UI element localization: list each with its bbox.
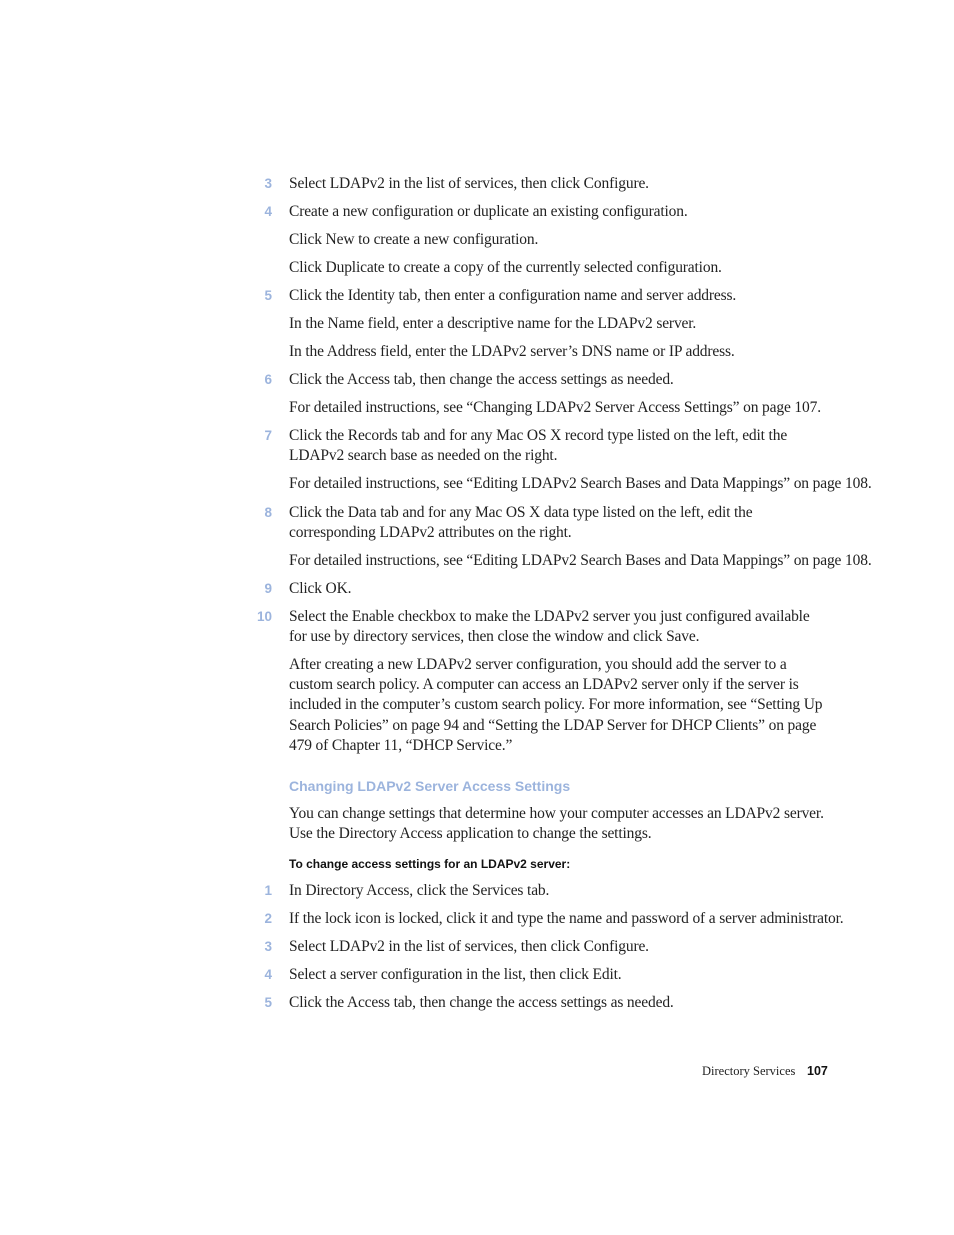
section-intro: You can change settings that determine how your computer accesses an LDAPv2 server. Use the Directory Access application to change the settings.	[289, 805, 824, 843]
step-text: In Directory Access, click the Services tab.	[289, 882, 550, 899]
step-text: Click the Data tab and for any Mac OS X data type listed on the left, edit the corresponding LDAPv2 attributes on the right.	[289, 504, 753, 542]
step-text: Select the Enable checkbox to make the LDAPv2 server you just configured available for use by directory services, then close the window and click Save.	[289, 608, 810, 646]
step-text: Select LDAPv2 in the list of services, then click Configure.	[289, 938, 649, 955]
step-number: 4	[264, 967, 272, 982]
step-number: 3	[264, 176, 272, 191]
step-text: Select a server configuration in the list, then click Edit.	[289, 966, 622, 983]
step-text: Click the Identity tab, then enter a configuration name and server address.	[289, 287, 737, 304]
step-note: Click New to create a new configuration.	[289, 231, 539, 248]
step-note: For detailed instructions, see “Editing LDAPv2 Search Bases and Data Mappings” on page 108.	[289, 552, 872, 569]
step-text: If the lock icon is locked, click it and type the name and password of a server administrator.	[289, 910, 844, 927]
step-note: For detailed instructions, see “Editing LDAPv2 Search Bases and Data Mappings” on page 108.	[289, 475, 872, 492]
step-text: Create a new configuration or duplicate an existing configuration.	[289, 203, 688, 220]
step-note: In the Name field, enter a descriptive name for the LDAPv2 server.	[289, 315, 697, 332]
step-number: 3	[264, 939, 272, 954]
step-text: Click the Access tab, then change the access settings as needed.	[289, 371, 674, 388]
procedure-title: To change access settings for an LDAPv2 server:	[289, 857, 571, 871]
step-number: 8	[264, 505, 272, 520]
step-note: In the Address field, enter the LDAPv2 server’s DNS name or IP address.	[289, 343, 735, 360]
page-number: 107	[807, 1064, 828, 1078]
step-number: 2	[264, 911, 272, 926]
step-text: Select LDAPv2 in the list of services, then click Configure.	[289, 175, 649, 192]
step-text: Click the Records tab and for any Mac OS X record type listed on the left, edit the LDAPv2 search base as needed on the right.	[289, 427, 788, 465]
step-number: 5	[264, 995, 272, 1010]
step-number: 1	[264, 883, 272, 898]
step-text: Click the Access tab, then change the access settings as needed.	[289, 994, 674, 1011]
step-text: Click OK.	[289, 580, 352, 597]
section-heading: Changing LDAPv2 Server Access Settings	[289, 778, 571, 794]
step-number: 6	[264, 372, 272, 387]
step-number: 7	[264, 428, 272, 443]
footer-chapter: Directory Services	[702, 1064, 796, 1078]
step-number: 9	[264, 581, 272, 596]
step-number: 4	[264, 204, 272, 219]
step-number: 5	[264, 288, 272, 303]
step-note: For detailed instructions, see “Changing LDAPv2 Server Access Settings” on page 107.	[289, 399, 821, 416]
body-paragraph: After creating a new LDAPv2 server configuration, you should add the server to a custom search policy. A computer can access an LDAPv2 server only if the server is included in the computer’s custom search policy. For more information, see “Setting Up Search Policies” on page 94 and “Setting the LDAP Server for DHCP Clients” on page 479 of Chapter 11, “DHCP Service.”	[289, 656, 823, 754]
step-note: Click Duplicate to create a copy of the currently selected configuration.	[289, 259, 722, 276]
step-number: 10	[256, 609, 272, 624]
